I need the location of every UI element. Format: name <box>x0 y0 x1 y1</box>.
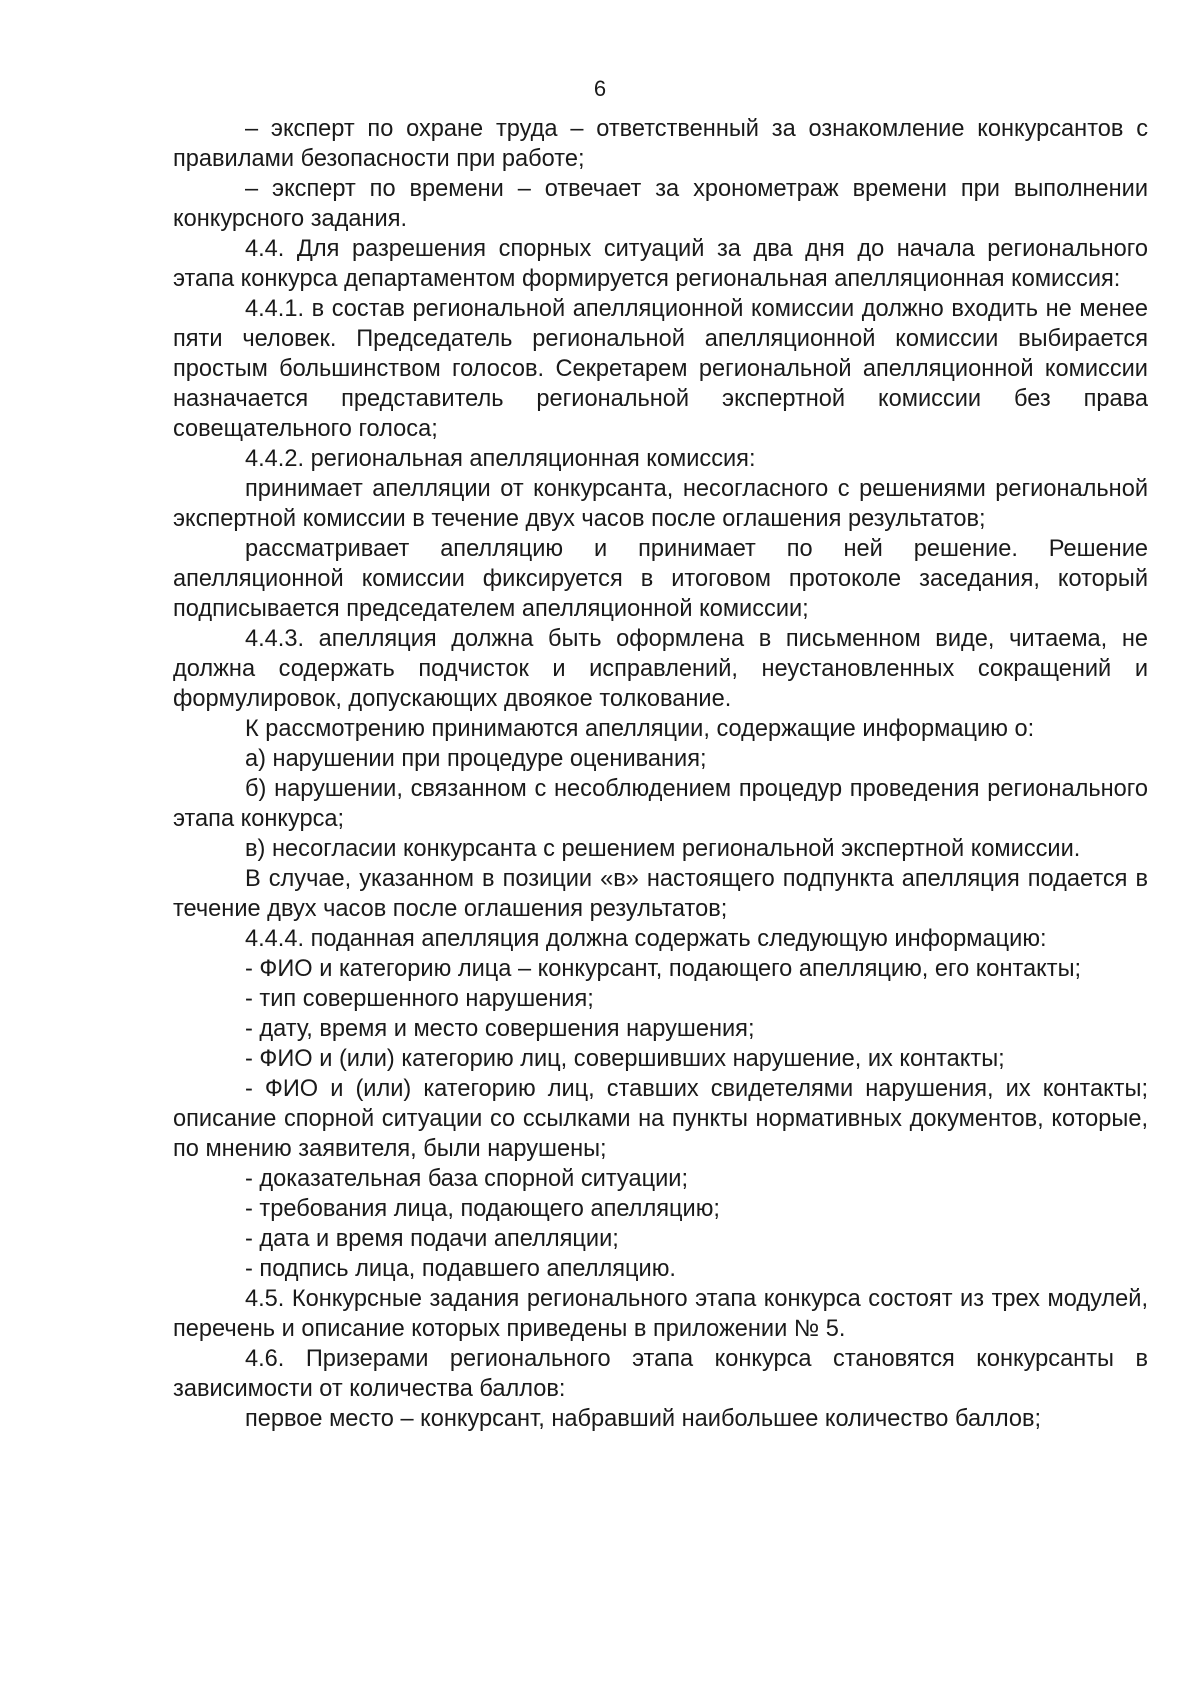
paragraph: - доказательная база спорной ситуации; <box>245 1166 688 1192</box>
paragraph: К рассмотрению принимаются апелляции, содержащие информацию о: <box>245 716 1035 742</box>
paragraph: первое место – конкурсант, набравший наибольшее количество баллов; <box>245 1406 1042 1432</box>
paragraph: В случае, указанном в позиции «в» настоящего подпункта апелляция подается в течение двух часов после оглашения результатов; <box>173 866 1148 922</box>
paragraph: 4.6. Призерами регионального этапа конкурса становятся конкурсанты в зависимости от количества баллов: <box>173 1346 1148 1402</box>
document-body <box>173 114 1148 1434</box>
paragraph: - требования лица, подающего апелляцию; <box>245 1196 720 1222</box>
paragraph: 4.4. Для разрешения спорных ситуаций за два дня до начала регионального этапа конкурса департаментом формируется региональная апелляционная комиссия: <box>173 236 1148 292</box>
paragraph: - ФИО и (или) категорию лиц, ставших свидетелями нарушения, их контакты; описание спорной ситуации со ссылками на пункты нормативных документов, которые, по мнению заявителя, были нарушены; <box>173 1076 1148 1162</box>
paragraph: - тип совершенного нарушения; <box>245 986 594 1012</box>
paragraph: - дата и время подачи апелляции; <box>245 1226 619 1252</box>
paragraph: - дату, время и место совершения нарушения; <box>245 1016 755 1042</box>
paragraph: в) несогласии конкурсанта с решением региональной экспертной комиссии. <box>245 836 1081 862</box>
paragraph: - ФИО и категорию лица – конкурсант, подающего апелляцию, его контакты; <box>245 956 1082 982</box>
paragraph: 4.4.2. региональная апелляционная комиссия: <box>245 446 756 472</box>
page-number: 6 <box>593 76 607 101</box>
paragraph: 4.4.3. апелляция должна быть оформлена в письменном виде, читаема, не должна содержать подчисток и исправлений, неустановленных сокращений и формулировок, допускающих двоякое толкование. <box>173 626 1148 712</box>
paragraph: 4.4.4. поданная апелляция должна содержать следующую информацию: <box>245 926 1047 952</box>
paragraph: 4.4.1. в состав региональной апелляционной комиссии должно входить не менее пяти человек. Председатель региональной апелляционной комиссии выбирается простым большинством голосов. Секретарем региональной апелляционной комиссии назначается представитель региональной экспертной комиссии без права совещательного голоса; <box>173 296 1148 442</box>
paragraph: - ФИО и (или) категорию лиц, совершивших нарушение, их контакты; <box>245 1046 1005 1072</box>
paragraph: рассматривает апелляцию и принимает по ней решение. Решение апелляционной комиссии фиксируется в итоговом протоколе заседания, который подписывается председателем апелляционной комиссии; <box>173 536 1148 622</box>
paragraph: - подпись лица, подавшего апелляцию. <box>245 1256 676 1282</box>
paragraph: а) нарушении при процедуре оценивания; <box>245 746 707 772</box>
paragraph: б) нарушении, связанном с несоблюдением процедур проведения регионального этапа конкурса; <box>173 776 1148 832</box>
paragraph: – эксперт по охране труда – ответственный за ознакомление конкурсантов с правилами безопасности при работе; <box>173 116 1148 172</box>
paragraph: – эксперт по времени – отвечает за хронометраж времени при выполнении конкурсного задания. <box>173 176 1148 232</box>
paragraph: 4.5. Конкурсные задания регионального этапа конкурса состоят из трех модулей, перечень и описание которых приведены в приложении № 5. <box>173 1286 1148 1342</box>
paragraph: принимает апелляции от конкурсанта, несогласного с решениями региональной экспертной комиссии в течение двух часов после оглашения результатов; <box>173 476 1148 532</box>
